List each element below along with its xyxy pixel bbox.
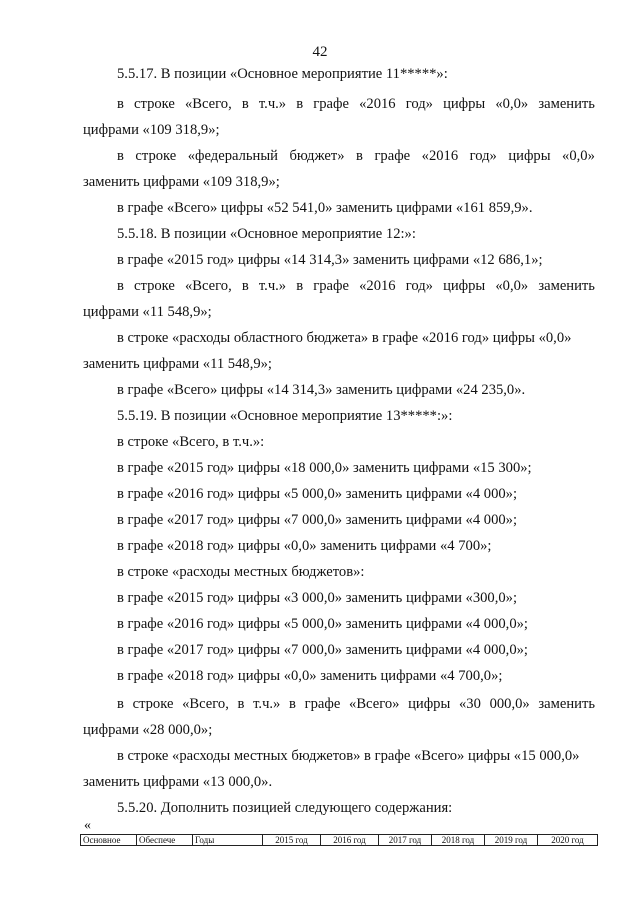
paragraph-line: в графе «2018 год» цифры «0,0» заменить цифрами «4 700,0»; bbox=[117, 668, 503, 684]
word: «2016 bbox=[359, 278, 396, 294]
paragraph-line: в строке «расходы местных бюджетов»: bbox=[117, 564, 365, 580]
paragraph-line: цифрами «28 000,0»; bbox=[83, 722, 213, 738]
word: в bbox=[117, 696, 124, 712]
paragraph-line: в графе «Всего» цифры «52 541,0» заменить цифрами «161 859,9». bbox=[117, 200, 533, 216]
word: «Всего, bbox=[185, 96, 232, 112]
paragraph-line: в графе «2016 год» цифры «5 000,0» заменить цифрами «4 000»; bbox=[117, 486, 518, 502]
word: в bbox=[289, 696, 296, 712]
paragraph-line: 5.5.20. Дополнить позицией следующего содержания: bbox=[117, 800, 453, 816]
word: «Всего» bbox=[349, 696, 400, 712]
paragraph-line: 5.5.18. В позиции «Основное мероприятие 12:»: bbox=[117, 226, 416, 242]
paragraph-line bbox=[117, 95, 595, 113]
word: графе bbox=[313, 278, 349, 294]
word: т.ч.» bbox=[258, 96, 287, 112]
word: заменить bbox=[538, 96, 595, 112]
word: заменить bbox=[538, 696, 595, 712]
word: т.ч.» bbox=[258, 278, 287, 294]
table-header-cell: 2020 год bbox=[538, 835, 598, 846]
word: в bbox=[117, 148, 124, 164]
word: год» bbox=[405, 96, 433, 112]
table-header-cell: 2019 год bbox=[485, 835, 538, 846]
table-header-cell: 2015 год bbox=[263, 835, 321, 846]
word: в bbox=[296, 278, 304, 294]
paragraph-line: в графе «2016 год» цифры «5 000,0» заменить цифрами «4 000,0»; bbox=[117, 616, 528, 632]
word: «30 bbox=[458, 696, 481, 712]
program-table-header bbox=[80, 834, 598, 846]
word: графе bbox=[313, 96, 349, 112]
word: в bbox=[117, 96, 124, 112]
word: в bbox=[241, 278, 249, 294]
word: в bbox=[237, 696, 245, 712]
word: «0,0» bbox=[495, 96, 529, 112]
word: «Всего, bbox=[182, 696, 229, 712]
word: цифры bbox=[508, 148, 551, 164]
paragraph-line: в графе «2017 год» цифры «7 000,0» заменить цифрами «4 000,0»; bbox=[117, 642, 528, 658]
word: «2016 bbox=[359, 96, 396, 112]
table-header-cell: 2017 год bbox=[379, 835, 432, 846]
word: год» bbox=[405, 278, 433, 294]
paragraph-line: заменить цифрами «109 318,9»; bbox=[83, 174, 280, 190]
paragraph-line: 5.5.19. В позиции «Основное мероприятие 13*****:»: bbox=[117, 408, 453, 424]
paragraph-line: в строке «расходы местных бюджетов» в графе «Всего» цифры «15 000,0» bbox=[117, 748, 580, 764]
paragraph-line: в графе «2015 год» цифры «3 000,0» заменить цифрами «300,0»; bbox=[117, 590, 518, 606]
word: «0,0» bbox=[495, 278, 529, 294]
word: «2016 bbox=[421, 148, 459, 164]
paragraph-line: 5.5.17. В позиции «Основное мероприятие 11*****»: bbox=[117, 66, 448, 82]
word: цифры bbox=[443, 96, 486, 112]
paragraph-line: в графе «2018 год» цифры «0,0» заменить цифрами «4 700»; bbox=[117, 538, 492, 554]
word: строке bbox=[132, 696, 174, 712]
word: цифры bbox=[408, 696, 451, 712]
word: 000,0» bbox=[489, 696, 530, 712]
paragraph-line: в графе «2017 год» цифры «7 000,0» заменить цифрами «4 000»; bbox=[117, 512, 518, 528]
table-header-row bbox=[81, 835, 598, 846]
word: графе bbox=[374, 148, 411, 164]
word: «0,0» bbox=[562, 148, 595, 164]
word: в bbox=[241, 96, 249, 112]
word: т.ч.» bbox=[253, 696, 281, 712]
paragraph-line: заменить цифрами «13 000,0». bbox=[83, 774, 273, 790]
table-header-cell: Годы bbox=[193, 835, 263, 846]
word: заменить bbox=[538, 278, 595, 294]
table-header-cell: 2018 год bbox=[432, 835, 485, 846]
paragraph-line bbox=[117, 147, 595, 165]
table-header-cell: 2016 год bbox=[321, 835, 379, 846]
word: строке bbox=[134, 278, 175, 294]
word: графе bbox=[304, 696, 341, 712]
word: «Всего, bbox=[185, 278, 232, 294]
word: в bbox=[296, 96, 304, 112]
word: цифры bbox=[443, 278, 486, 294]
page-number: 42 bbox=[312, 44, 328, 60]
word: строке bbox=[135, 148, 177, 164]
paragraph-line: заменить цифрами «11 548,9»; bbox=[83, 356, 272, 372]
word: строке bbox=[134, 96, 175, 112]
opening-quote-mark: « bbox=[84, 818, 91, 833]
word: год» bbox=[469, 148, 497, 164]
paragraph-line: в графе «2015 год» цифры «14 314,3» заменить цифрами «12 686,1»; bbox=[117, 252, 543, 268]
table-header-cell: Обеспече bbox=[137, 835, 193, 846]
paragraph-line: в строке «Всего, в т.ч.»: bbox=[117, 434, 265, 450]
paragraph-line bbox=[117, 695, 595, 713]
paragraph-line: в строке «расходы областного бюджета» в графе «2016 год» цифры «0,0» bbox=[117, 330, 572, 346]
word: «федеральный bbox=[187, 148, 278, 164]
paragraph-line: цифрами «109 318,9»; bbox=[83, 122, 220, 138]
paragraph-line: в графе «2015 год» цифры «18 000,0» заменить цифрами «15 300»; bbox=[117, 460, 532, 476]
word: в bbox=[117, 278, 124, 294]
table-header-cell: Основное bbox=[81, 835, 137, 846]
word: бюджет» bbox=[289, 148, 345, 164]
paragraph-line bbox=[117, 277, 595, 295]
paragraph-line: в графе «Всего» цифры «14 314,3» заменить цифрами «24 235,0». bbox=[117, 382, 526, 398]
paragraph-line: цифрами «11 548,9»; bbox=[83, 304, 212, 320]
word: в bbox=[356, 148, 363, 164]
